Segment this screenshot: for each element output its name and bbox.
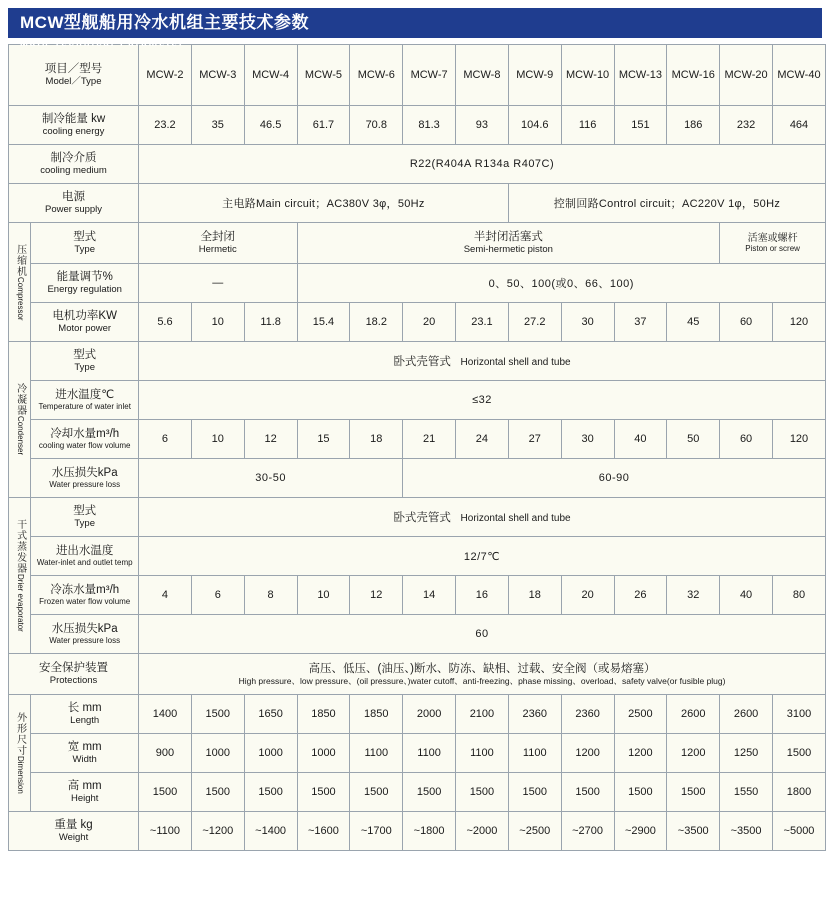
cooling-water-10: 50 [667, 420, 720, 459]
technical-parameter-table [8, 44, 826, 851]
height-9: 1500 [614, 773, 667, 812]
chilled-water-10: 32 [667, 576, 720, 615]
height-5: 1500 [403, 773, 456, 812]
motor-power-2: 11.8 [244, 303, 297, 342]
page-title [8, 8, 822, 49]
chilled-water-6: 16 [456, 576, 509, 615]
model-col-12: MCW-40 [772, 45, 825, 106]
motor-power-6: 23.1 [456, 303, 509, 342]
height-10: 1500 [667, 773, 720, 812]
label-condenser-water-temp [31, 381, 139, 420]
weight-9: ~2900 [614, 812, 667, 851]
model-col-9: MCW-13 [614, 45, 667, 106]
length-6: 2100 [456, 695, 509, 734]
label-power-supply-en: Power supply [45, 204, 103, 216]
cooling-energy-2: 46.5 [244, 106, 297, 145]
weight-5: ~1800 [403, 812, 456, 851]
label-cooling-medium [9, 145, 139, 184]
label-weight-cn: 重量 kg [54, 819, 93, 832]
side-group-evaporator [9, 498, 31, 654]
cooling-water-1: 10 [191, 420, 244, 459]
width-6: 1100 [456, 734, 509, 773]
label-evaporator-water-temp-cn: 进出水温度 [55, 545, 114, 558]
model-header-en: Model／Type [45, 76, 102, 88]
motor-power-0: 5.6 [139, 303, 192, 342]
height-2: 1500 [244, 773, 297, 812]
value-cooling-medium: R22(R404A R134a R407C) [139, 145, 826, 184]
length-3: 1850 [297, 695, 350, 734]
cooling-water-12: 120 [772, 420, 825, 459]
width-5: 1100 [403, 734, 456, 773]
label-length-cn: 长 mm [67, 702, 102, 715]
value-power-supply-main: 主电路Main circuit；AC380V 3φ，50Hz [139, 184, 509, 223]
cooling-energy-4: 70.8 [350, 106, 403, 145]
value-compressor-type-hermetic-cn: 全封闭 [200, 231, 236, 244]
side-group-dimension-en: Dimension [16, 756, 26, 794]
cooling-energy-3: 61.7 [297, 106, 350, 145]
motor-power-11: 60 [720, 303, 773, 342]
weight-12: ~5000 [772, 812, 825, 851]
label-motor-power [31, 303, 139, 342]
label-height [31, 773, 139, 812]
cooling-energy-11: 232 [720, 106, 773, 145]
label-evaporator-type-cn: 型式 [73, 505, 97, 518]
side-group-dimension [9, 695, 31, 812]
label-condenser-pressure-loss [31, 459, 139, 498]
model-col-1: MCW-3 [191, 45, 244, 106]
label-power-supply-cn: 电源 [62, 191, 86, 204]
value-condenser-type [139, 342, 826, 381]
height-6: 1500 [456, 773, 509, 812]
length-2: 1650 [244, 695, 297, 734]
weight-2: ~1400 [244, 812, 297, 851]
height-1: 1500 [191, 773, 244, 812]
width-11: 1250 [720, 734, 773, 773]
value-compressor-type-hermetic-en: Hermetic [198, 244, 237, 256]
label-chilled-water-volume [31, 576, 139, 615]
height-7: 1500 [508, 773, 561, 812]
height-0: 1500 [139, 773, 192, 812]
cooling-energy-6: 93 [456, 106, 509, 145]
label-protections [9, 654, 139, 695]
length-10: 2600 [667, 695, 720, 734]
width-8: 1200 [561, 734, 614, 773]
table-row-protections [9, 654, 826, 695]
value-compressor-type-screw-cn: 活塞或螺杆 [747, 232, 798, 244]
value-condenser-type-cn: 卧式壳管式 [393, 356, 451, 368]
label-compressor-type-cn: 型式 [73, 231, 97, 244]
width-1: 1000 [191, 734, 244, 773]
height-4: 1500 [350, 773, 403, 812]
label-width-cn: 宽 mm [67, 741, 102, 754]
model-col-0: MCW-2 [139, 45, 192, 106]
label-evaporator-pressure-loss [31, 615, 139, 654]
label-condenser-type-cn: 型式 [73, 349, 97, 362]
value-compressor-type-semi-cn: 半封闭活塞式 [473, 231, 543, 244]
label-compressor-type-en: Type [74, 244, 95, 256]
cooling-energy-12: 464 [772, 106, 825, 145]
width-9: 1200 [614, 734, 667, 773]
table-row-weight [9, 812, 826, 851]
cooling-energy-10: 186 [667, 106, 720, 145]
cooling-energy-8: 116 [561, 106, 614, 145]
width-4: 1100 [350, 734, 403, 773]
table-header-row [9, 45, 826, 106]
model-col-6: MCW-8 [456, 45, 509, 106]
model-header-cell [9, 45, 139, 106]
width-3: 1000 [297, 734, 350, 773]
label-cooling-energy-en: cooling energy [42, 126, 105, 138]
cooling-water-0: 6 [139, 420, 192, 459]
value-energy-regulation-steps: 0、50、100(或0、66、100) [297, 264, 825, 303]
table-row-height [9, 773, 826, 812]
value-condenser-water-temp: ≤32 [139, 381, 826, 420]
model-col-3: MCW-5 [297, 45, 350, 106]
side-group-compressor-cn: 压缩机 [14, 243, 26, 277]
width-12: 1500 [772, 734, 825, 773]
model-col-8: MCW-10 [561, 45, 614, 106]
width-7: 1100 [508, 734, 561, 773]
model-col-11: MCW-20 [720, 45, 773, 106]
label-cooling-water-volume-cn: 冷却水量m³/h [50, 428, 120, 441]
model-col-7: MCW-9 [508, 45, 561, 106]
weight-4: ~1700 [350, 812, 403, 851]
side-group-compressor-en: Compressor [16, 276, 26, 321]
value-condenser-type-en: Horizontal shell and tube [460, 357, 571, 368]
side-group-evaporator-en: Drier evaporator [16, 574, 26, 632]
weight-1: ~1200 [191, 812, 244, 851]
cooling-water-6: 24 [456, 420, 509, 459]
value-energy-regulation-none: — [139, 264, 297, 303]
value-power-supply-control: 控制回路Control circuit；AC220V 1φ，50Hz [508, 184, 825, 223]
length-4: 1850 [350, 695, 403, 734]
table-row-cooling-medium [9, 145, 826, 184]
side-group-condenser-en: Condenser [16, 416, 26, 456]
motor-power-4: 18.2 [350, 303, 403, 342]
table-row-condenser-water-temp [9, 381, 826, 420]
table-row-cooling-energy [9, 106, 826, 145]
label-motor-power-cn: 电机功率KW [52, 310, 117, 323]
label-evaporator-pressure-loss-en: Water pressure loss [49, 635, 121, 645]
length-12: 3100 [772, 695, 825, 734]
model-header-cn: 项目／型号 [44, 63, 103, 76]
label-cooling-water-volume-en: cooling water flow volume [38, 440, 131, 450]
label-length-en: Length [70, 715, 100, 727]
value-condenser-pressure-loss-high: 60-90 [403, 459, 826, 498]
label-condenser-type [31, 342, 139, 381]
chilled-water-9: 26 [614, 576, 667, 615]
label-evaporator-water-temp [31, 537, 139, 576]
cooling-water-7: 27 [508, 420, 561, 459]
motor-power-9: 37 [614, 303, 667, 342]
length-1: 1500 [191, 695, 244, 734]
value-compressor-type-screw-en: Piston or screw [745, 243, 800, 253]
value-compressor-type-screw [720, 223, 826, 264]
table-row-width [9, 734, 826, 773]
chilled-water-2: 8 [244, 576, 297, 615]
model-col-10: MCW-16 [667, 45, 720, 106]
cooling-water-9: 40 [614, 420, 667, 459]
table-row-power-supply [9, 184, 826, 223]
label-chilled-water-volume-en: Frozen water flow volume [39, 596, 131, 606]
label-condenser-water-temp-en: Temperature of water inlet [38, 401, 131, 411]
value-evaporator-pressure-loss: 60 [139, 615, 826, 654]
cooling-energy-9: 151 [614, 106, 667, 145]
chilled-water-4: 12 [350, 576, 403, 615]
weight-3: ~1600 [297, 812, 350, 851]
weight-11: ~3500 [720, 812, 773, 851]
cooling-water-4: 18 [350, 420, 403, 459]
label-cooling-water-volume [31, 420, 139, 459]
label-energy-regulation [31, 264, 139, 303]
label-weight-en: Weight [58, 832, 89, 844]
side-group-condenser [9, 342, 31, 498]
label-cooling-energy [9, 106, 139, 145]
value-evaporator-water-temp: 12/7℃ [139, 537, 826, 576]
value-protections [139, 654, 826, 695]
table-row-energy-regulation [9, 264, 826, 303]
label-compressor-type [31, 223, 139, 264]
value-evaporator-type-en: Horizontal shell and tube [460, 513, 571, 524]
cooling-water-2: 12 [244, 420, 297, 459]
table-row-evaporator-water-temp [9, 537, 826, 576]
label-evaporator-type-en: Type [74, 518, 95, 530]
table-row-condenser-type [9, 342, 826, 381]
length-11: 2600 [720, 695, 773, 734]
table-row-chilled-water-volume [9, 576, 826, 615]
length-5: 2000 [403, 695, 456, 734]
label-evaporator-type [31, 498, 139, 537]
label-energy-regulation-cn: 能量调节% [56, 271, 113, 284]
label-height-cn: 高 mm [67, 780, 102, 793]
chilled-water-12: 80 [772, 576, 825, 615]
motor-power-8: 30 [561, 303, 614, 342]
chilled-water-8: 20 [561, 576, 614, 615]
cooling-energy-7: 104.6 [508, 106, 561, 145]
label-protections-en: Protections [49, 675, 98, 687]
length-7: 2360 [508, 695, 561, 734]
table-row-cooling-water-volume [9, 420, 826, 459]
length-0: 1400 [139, 695, 192, 734]
weight-0: ~1100 [139, 812, 192, 851]
motor-power-10: 45 [667, 303, 720, 342]
side-group-compressor [9, 223, 31, 342]
label-power-supply [9, 184, 139, 223]
label-condenser-pressure-loss-cn: 水压损失kPa [51, 467, 118, 480]
chilled-water-1: 6 [191, 576, 244, 615]
label-height-en: Height [70, 793, 99, 805]
label-condenser-water-temp-cn: 进水温度℃ [55, 389, 115, 402]
weight-10: ~3500 [667, 812, 720, 851]
chilled-water-0: 4 [139, 576, 192, 615]
cooling-energy-0: 23.2 [139, 106, 192, 145]
table-row-motor-power [9, 303, 826, 342]
height-3: 1500 [297, 773, 350, 812]
chilled-water-3: 10 [297, 576, 350, 615]
label-condenser-pressure-loss-en: Water pressure loss [49, 479, 121, 489]
model-col-4: MCW-6 [350, 45, 403, 106]
length-8: 2360 [561, 695, 614, 734]
height-8: 1500 [561, 773, 614, 812]
page-title-cn: MCW型舰船用冷水机组主要技术参数 [20, 13, 309, 32]
value-compressor-type-semi [297, 223, 720, 264]
side-group-condenser-cn: 冷凝器 [14, 383, 26, 417]
height-11: 1550 [720, 773, 773, 812]
label-energy-regulation-en: Energy regulation [47, 284, 122, 296]
table-row-length [9, 695, 826, 734]
label-condenser-type-en: Type [74, 362, 95, 374]
label-protections-cn: 安全保护装置 [39, 662, 109, 675]
label-width-en: Width [72, 754, 97, 766]
cooling-water-5: 21 [403, 420, 456, 459]
label-evaporator-pressure-loss-cn: 水压损失kPa [51, 623, 118, 636]
width-10: 1200 [667, 734, 720, 773]
motor-power-1: 10 [191, 303, 244, 342]
motor-power-5: 20 [403, 303, 456, 342]
chilled-water-7: 18 [508, 576, 561, 615]
motor-power-12: 120 [772, 303, 825, 342]
value-evaporator-type-cn: 卧式壳管式 [393, 512, 451, 524]
weight-8: ~2700 [561, 812, 614, 851]
value-protections-en: High pressure、low pressure、(oil pressure、)water cutoff、anti-freezing、phase missing、overload、safety valve(or fusible plug) [238, 675, 726, 686]
table-row-condenser-pressure-loss [9, 459, 826, 498]
label-motor-power-en: Motor power [58, 323, 112, 335]
weight-6: ~2000 [456, 812, 509, 851]
label-cooling-medium-cn: 制冷介质 [50, 152, 97, 165]
label-weight [9, 812, 139, 851]
width-0: 900 [139, 734, 192, 773]
label-cooling-medium-en: cooling medium [40, 165, 107, 177]
label-evaporator-water-temp-en: Water-inlet and outlet temp [36, 557, 133, 567]
table-row-compressor-type [9, 223, 826, 264]
table-row-evaporator-type [9, 498, 826, 537]
cooling-energy-5: 81.3 [403, 106, 456, 145]
motor-power-7: 27.2 [508, 303, 561, 342]
height-12: 1800 [772, 773, 825, 812]
label-cooling-energy-cn: 制冷能量 kw [41, 113, 106, 126]
motor-power-3: 15.4 [297, 303, 350, 342]
length-9: 2500 [614, 695, 667, 734]
chilled-water-5: 14 [403, 576, 456, 615]
label-chilled-water-volume-cn: 冷冻水量m³/h [50, 584, 120, 597]
cooling-energy-1: 35 [191, 106, 244, 145]
value-compressor-type-semi-en: Semi-hermetic piston [463, 244, 553, 256]
table-row-evaporator-pressure-loss [9, 615, 826, 654]
cooling-water-11: 60 [720, 420, 773, 459]
model-col-5: MCW-7 [403, 45, 456, 106]
side-group-evaporator-cn: 干式蒸发器 [14, 519, 26, 575]
weight-7: ~2500 [508, 812, 561, 851]
label-length [31, 695, 139, 734]
width-2: 1000 [244, 734, 297, 773]
side-group-dimension-cn: 外形尺寸 [14, 712, 26, 757]
label-width [31, 734, 139, 773]
value-protections-cn: 高压、低压、(油压、)断水、防冻、缺相、过载、安全阀（或易熔塞） [308, 663, 656, 676]
chilled-water-11: 40 [720, 576, 773, 615]
cooling-water-3: 15 [297, 420, 350, 459]
value-compressor-type-hermetic [139, 223, 297, 264]
cooling-water-8: 30 [561, 420, 614, 459]
model-col-2: MCW-4 [244, 45, 297, 106]
value-evaporator-type [139, 498, 826, 537]
value-condenser-pressure-loss-low: 30-50 [139, 459, 403, 498]
page-title-en: Main Technical Parameter [20, 38, 185, 49]
